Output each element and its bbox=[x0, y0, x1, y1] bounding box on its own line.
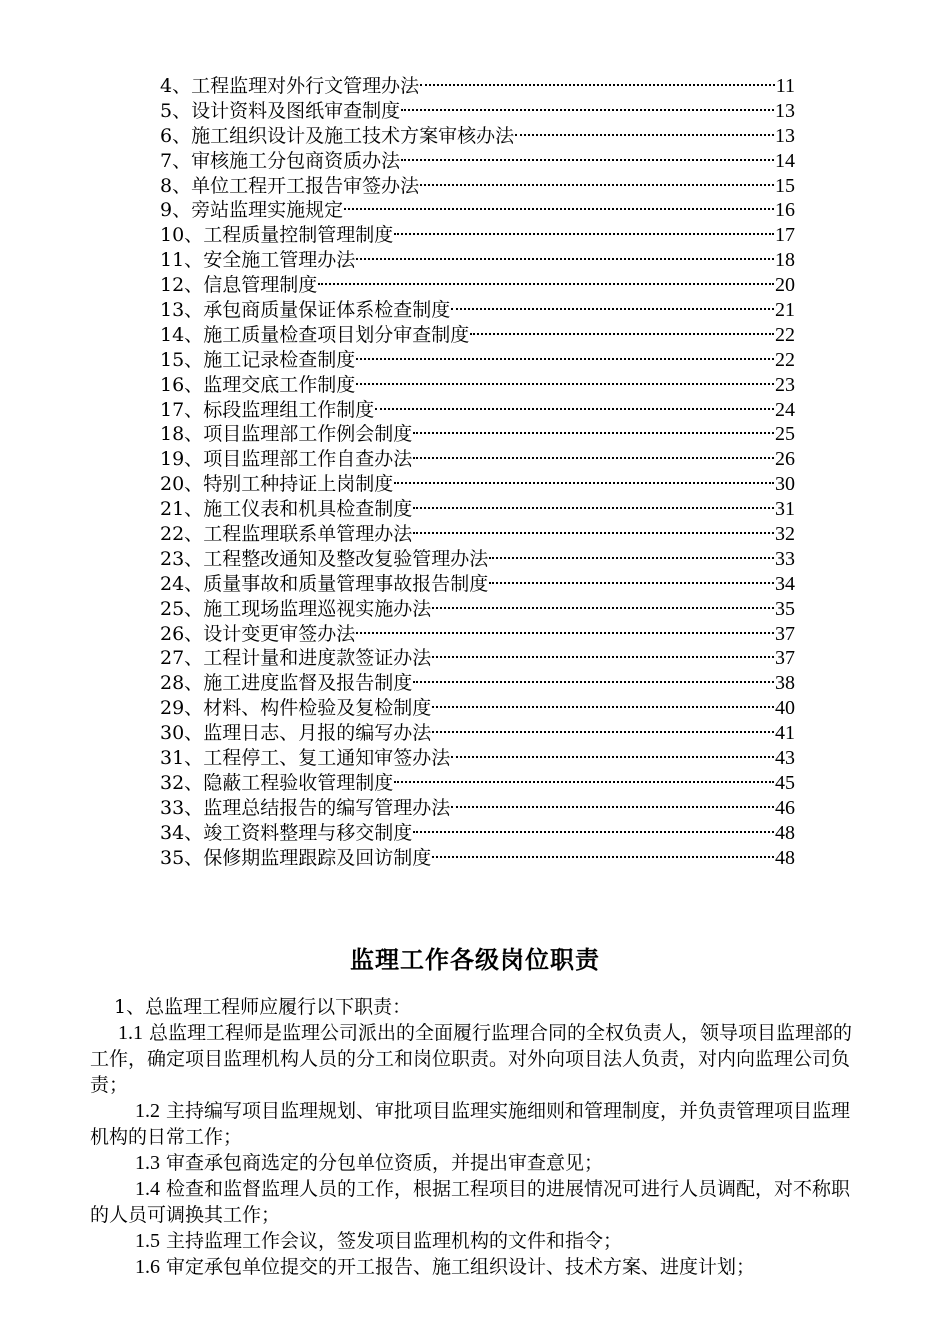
toc-entry-page: 21 bbox=[775, 299, 795, 322]
toc-entry-page: 48 bbox=[775, 821, 795, 844]
toc-entry bbox=[160, 149, 795, 174]
toc-entry bbox=[160, 323, 795, 348]
toc-entry-title: 监理日志、月报的编写办法 bbox=[203, 722, 432, 745]
toc-leader-dots bbox=[356, 383, 774, 385]
toc-entry-page: 30 bbox=[775, 473, 795, 496]
toc-entry-number: 23、 bbox=[160, 547, 204, 570]
toc-entry bbox=[160, 671, 795, 696]
toc-entry bbox=[160, 398, 795, 423]
toc-entry-page: 23 bbox=[775, 373, 795, 396]
toc-entry-page: 13 bbox=[775, 99, 795, 122]
toc-entry-title: 工程监理对外行文管理办法 bbox=[191, 75, 420, 97]
toc-entry-page: 48 bbox=[775, 846, 795, 869]
toc-entry-number: 33、 bbox=[160, 796, 204, 819]
toc-entry bbox=[160, 696, 795, 721]
table-of-contents bbox=[160, 74, 795, 871]
toc-entry-title: 工程监理联系单管理办法 bbox=[203, 523, 413, 546]
toc-leader-dots bbox=[420, 84, 775, 86]
toc-leader-dots bbox=[413, 432, 774, 434]
toc-leader-dots bbox=[470, 333, 774, 335]
toc-entry-number: 28、 bbox=[160, 672, 204, 695]
toc-entry-page: 22 bbox=[775, 348, 795, 371]
toc-entry-page: 18 bbox=[775, 249, 795, 272]
toc-entry-number: 16、 bbox=[160, 373, 204, 396]
toc-entry bbox=[160, 223, 795, 248]
toc-entry-number: 22、 bbox=[160, 523, 204, 546]
toc-entry-page: 14 bbox=[775, 149, 795, 172]
toc-entry bbox=[160, 771, 795, 796]
toc-entry-title: 特别工种持证上岗制度 bbox=[203, 473, 394, 496]
toc-entry-title: 安全施工管理办法 bbox=[203, 249, 356, 272]
toc-leader-dots bbox=[413, 681, 774, 683]
section-title: 监理工作各级岗位职责 bbox=[350, 946, 600, 974]
toc-entry bbox=[160, 497, 795, 522]
toc-entry-number: 12、 bbox=[160, 274, 204, 297]
toc-entry-page: 11 bbox=[775, 75, 795, 97]
toc-entry bbox=[160, 746, 795, 771]
toc-entry-title: 项目监理部工作自查办法 bbox=[203, 448, 413, 471]
toc-entry bbox=[160, 373, 795, 398]
toc-entry-number: 19、 bbox=[160, 448, 204, 471]
toc-entry-number: 11、 bbox=[160, 249, 204, 272]
duty-paragraph: 1.2 主持编写项目监理规划、审批项目监理实施细则和管理制度，并负责管理项目监理机构的日常工作； bbox=[90, 1100, 851, 1148]
toc-leader-dots bbox=[401, 159, 774, 161]
duty-paragraph: 1.3 审查承包商选定的分包单位资质，并提出审查意见； bbox=[135, 1152, 604, 1174]
toc-entry-number: 10、 bbox=[160, 224, 204, 247]
toc-leader-dots bbox=[489, 557, 774, 559]
toc-entry-page: 33 bbox=[775, 547, 795, 570]
toc-leader-dots bbox=[432, 607, 774, 609]
section-body bbox=[90, 994, 860, 1280]
toc-entry bbox=[160, 348, 795, 373]
toc-entry-page: 22 bbox=[775, 323, 795, 346]
toc-entry bbox=[160, 572, 795, 597]
toc-entry-page: 41 bbox=[775, 722, 795, 745]
toc-entry-number: 8、 bbox=[160, 174, 192, 197]
toc-entry bbox=[160, 472, 795, 497]
toc-leader-dots bbox=[318, 283, 774, 285]
toc-leader-dots bbox=[394, 781, 774, 783]
toc-entry-number: 14、 bbox=[160, 323, 204, 346]
toc-leader-dots bbox=[413, 457, 774, 459]
toc-entry-title: 设计变更审签办法 bbox=[203, 622, 356, 645]
toc-entry bbox=[160, 198, 795, 223]
toc-entry-title: 审核施工分包商资质办法 bbox=[191, 149, 401, 172]
toc-entry-number: 5、 bbox=[160, 99, 192, 122]
toc-entry-title: 工程质量控制管理制度 bbox=[203, 224, 394, 247]
toc-entry-title: 质量事故和质量管理事故报告制度 bbox=[203, 572, 489, 595]
toc-leader-dots bbox=[413, 532, 774, 534]
toc-entry-number: 29、 bbox=[160, 697, 204, 720]
toc-entry-page: 43 bbox=[775, 747, 795, 770]
toc-entry bbox=[160, 74, 795, 99]
toc-entry-title: 承包商质量保证体系检查制度 bbox=[203, 299, 451, 322]
toc-leader-dots bbox=[413, 507, 774, 509]
toc-entry-page: 20 bbox=[775, 274, 795, 297]
toc-entry-title: 施工现场监理巡视实施办法 bbox=[203, 597, 432, 620]
toc-entry-page: 35 bbox=[775, 597, 795, 620]
toc-entry-title: 监理交底工作制度 bbox=[203, 373, 356, 396]
toc-entry-number: 34、 bbox=[160, 821, 204, 844]
toc-entry-page: 37 bbox=[775, 622, 795, 645]
toc-entry-page: 40 bbox=[775, 697, 795, 720]
toc-entry-number: 6、 bbox=[160, 124, 192, 147]
toc-leader-dots bbox=[451, 308, 774, 310]
toc-leader-dots bbox=[432, 856, 774, 858]
toc-leader-dots bbox=[432, 731, 774, 733]
toc-entry-page: 46 bbox=[775, 796, 795, 819]
duty-paragraph: 1.6 审定承包单位提交的开工报告、施工组织设计、技术方案、进度计划； bbox=[135, 1256, 756, 1278]
toc-entry-title: 隐蔽工程验收管理制度 bbox=[203, 771, 394, 794]
toc-entry-title: 工程整改通知及整改复验管理办法 bbox=[203, 547, 489, 570]
toc-entry-title: 单位工程开工报告审签办法 bbox=[191, 174, 420, 197]
toc-leader-dots bbox=[356, 632, 774, 634]
toc-entry-number: 7、 bbox=[160, 149, 192, 172]
toc-entry bbox=[160, 721, 795, 746]
toc-entry-title: 施工进度监督及报告制度 bbox=[203, 672, 413, 695]
toc-entry-page: 17 bbox=[775, 224, 795, 247]
toc-entry bbox=[160, 422, 795, 447]
toc-entry bbox=[160, 846, 795, 871]
duty-paragraph: 1.1 总监理工程师是监理公司派出的全面履行监理合同的全权负责人，领导项目监理部的工作，确定项目监理机构人员的分工和岗位职责。对外向项目法人负责，对内向监理公司负责； bbox=[90, 1022, 853, 1096]
toc-entry-title: 工程计量和进度款签证办法 bbox=[203, 647, 432, 670]
toc-entry-number: 13、 bbox=[160, 299, 204, 322]
toc-entry-page: 38 bbox=[775, 672, 795, 695]
toc-entry-title: 标段监理组工作制度 bbox=[203, 398, 375, 421]
duty-paragraph: 1.4 检查和监督监理人员的工作，根据工程项目的进展情况可进行人员调配，对不称职的人员可调换其工作； bbox=[90, 1178, 851, 1226]
toc-entry-title: 设计资料及图纸审查制度 bbox=[191, 99, 401, 122]
toc-entry bbox=[160, 298, 795, 323]
toc-leader-dots bbox=[432, 706, 774, 708]
toc-leader-dots bbox=[420, 184, 774, 186]
toc-entry-page: 16 bbox=[775, 199, 795, 222]
toc-entry-title: 施工仪表和机具检查制度 bbox=[203, 498, 413, 521]
toc-entry-number: 31、 bbox=[160, 747, 204, 770]
toc-leader-dots bbox=[451, 756, 774, 758]
toc-leader-dots bbox=[401, 109, 774, 111]
toc-entry-title: 工程停工、复工通知审签办法 bbox=[203, 747, 451, 770]
duty-paragraph: 1.5 主持监理工作会议，签发项目监理机构的文件和指令； bbox=[135, 1230, 623, 1252]
toc-entry-number: 35、 bbox=[160, 846, 204, 869]
toc-entry bbox=[160, 99, 795, 124]
toc-entry-page: 26 bbox=[775, 448, 795, 471]
toc-entry bbox=[160, 124, 795, 149]
toc-entry-number: 18、 bbox=[160, 423, 204, 446]
toc-entry-title: 施工组织设计及施工技术方案审核办法 bbox=[191, 124, 515, 147]
toc-entry bbox=[160, 796, 795, 821]
toc-entry-page: 45 bbox=[775, 771, 795, 794]
duty-heading: 1、总监理工程师应履行以下职责： bbox=[114, 996, 412, 1018]
toc-entry-title: 材料、构件检验及复检制度 bbox=[203, 697, 432, 720]
toc-entry bbox=[160, 547, 795, 572]
toc-entry-number: 17、 bbox=[160, 398, 204, 421]
toc-entry bbox=[160, 622, 795, 647]
toc-leader-dots bbox=[375, 408, 774, 410]
toc-entry-page: 34 bbox=[775, 572, 795, 595]
toc-entry-page: 31 bbox=[775, 498, 795, 521]
toc-entry-page: 37 bbox=[775, 647, 795, 670]
toc-entry-number: 15、 bbox=[160, 348, 204, 371]
toc-entry-page: 24 bbox=[775, 398, 795, 421]
toc-entry-number: 9、 bbox=[160, 199, 192, 222]
toc-entry-title: 施工记录检查制度 bbox=[203, 348, 356, 371]
toc-entry-number: 24、 bbox=[160, 572, 204, 595]
toc-entry bbox=[160, 447, 795, 472]
toc-entry bbox=[160, 174, 795, 199]
toc-entry bbox=[160, 646, 795, 671]
toc-entry bbox=[160, 273, 795, 298]
toc-entry-title: 竣工资料整理与移交制度 bbox=[203, 821, 413, 844]
toc-entry-title: 监理总结报告的编写管理办法 bbox=[203, 796, 451, 819]
toc-entry-title: 项目监理部工作例会制度 bbox=[203, 423, 413, 446]
toc-leader-dots bbox=[356, 358, 774, 360]
toc-entry-title: 施工质量检查项目划分审查制度 bbox=[203, 323, 470, 346]
toc-entry-number: 27、 bbox=[160, 647, 204, 670]
toc-entry bbox=[160, 597, 795, 622]
toc-entry-page: 32 bbox=[775, 523, 795, 546]
toc-entry-number: 4、 bbox=[160, 75, 192, 97]
toc-entry bbox=[160, 821, 795, 846]
toc-entry-number: 32、 bbox=[160, 771, 204, 794]
toc-entry bbox=[160, 522, 795, 547]
toc-leader-dots bbox=[394, 233, 774, 235]
toc-entry-page: 25 bbox=[775, 423, 795, 446]
toc-entry-title: 保修期监理跟踪及回访制度 bbox=[203, 846, 432, 869]
toc-entry-number: 25、 bbox=[160, 597, 204, 620]
toc-entry-number: 30、 bbox=[160, 722, 204, 745]
toc-leader-dots bbox=[451, 806, 774, 808]
toc-entry-page: 13 bbox=[775, 124, 795, 147]
toc-entry bbox=[160, 248, 795, 273]
toc-entry-number: 20、 bbox=[160, 473, 204, 496]
toc-entry-number: 26、 bbox=[160, 622, 204, 645]
toc-leader-dots bbox=[344, 208, 774, 210]
toc-leader-dots bbox=[515, 134, 774, 136]
toc-leader-dots bbox=[394, 482, 774, 484]
toc-entry-number: 21、 bbox=[160, 498, 204, 521]
toc-entry-title: 信息管理制度 bbox=[203, 274, 318, 297]
toc-leader-dots bbox=[489, 582, 774, 584]
toc-leader-dots bbox=[413, 831, 774, 833]
toc-leader-dots bbox=[432, 656, 774, 658]
toc-entry-page: 15 bbox=[775, 174, 795, 197]
toc-entry-title: 旁站监理实施规定 bbox=[191, 199, 344, 222]
toc-leader-dots bbox=[356, 258, 774, 260]
